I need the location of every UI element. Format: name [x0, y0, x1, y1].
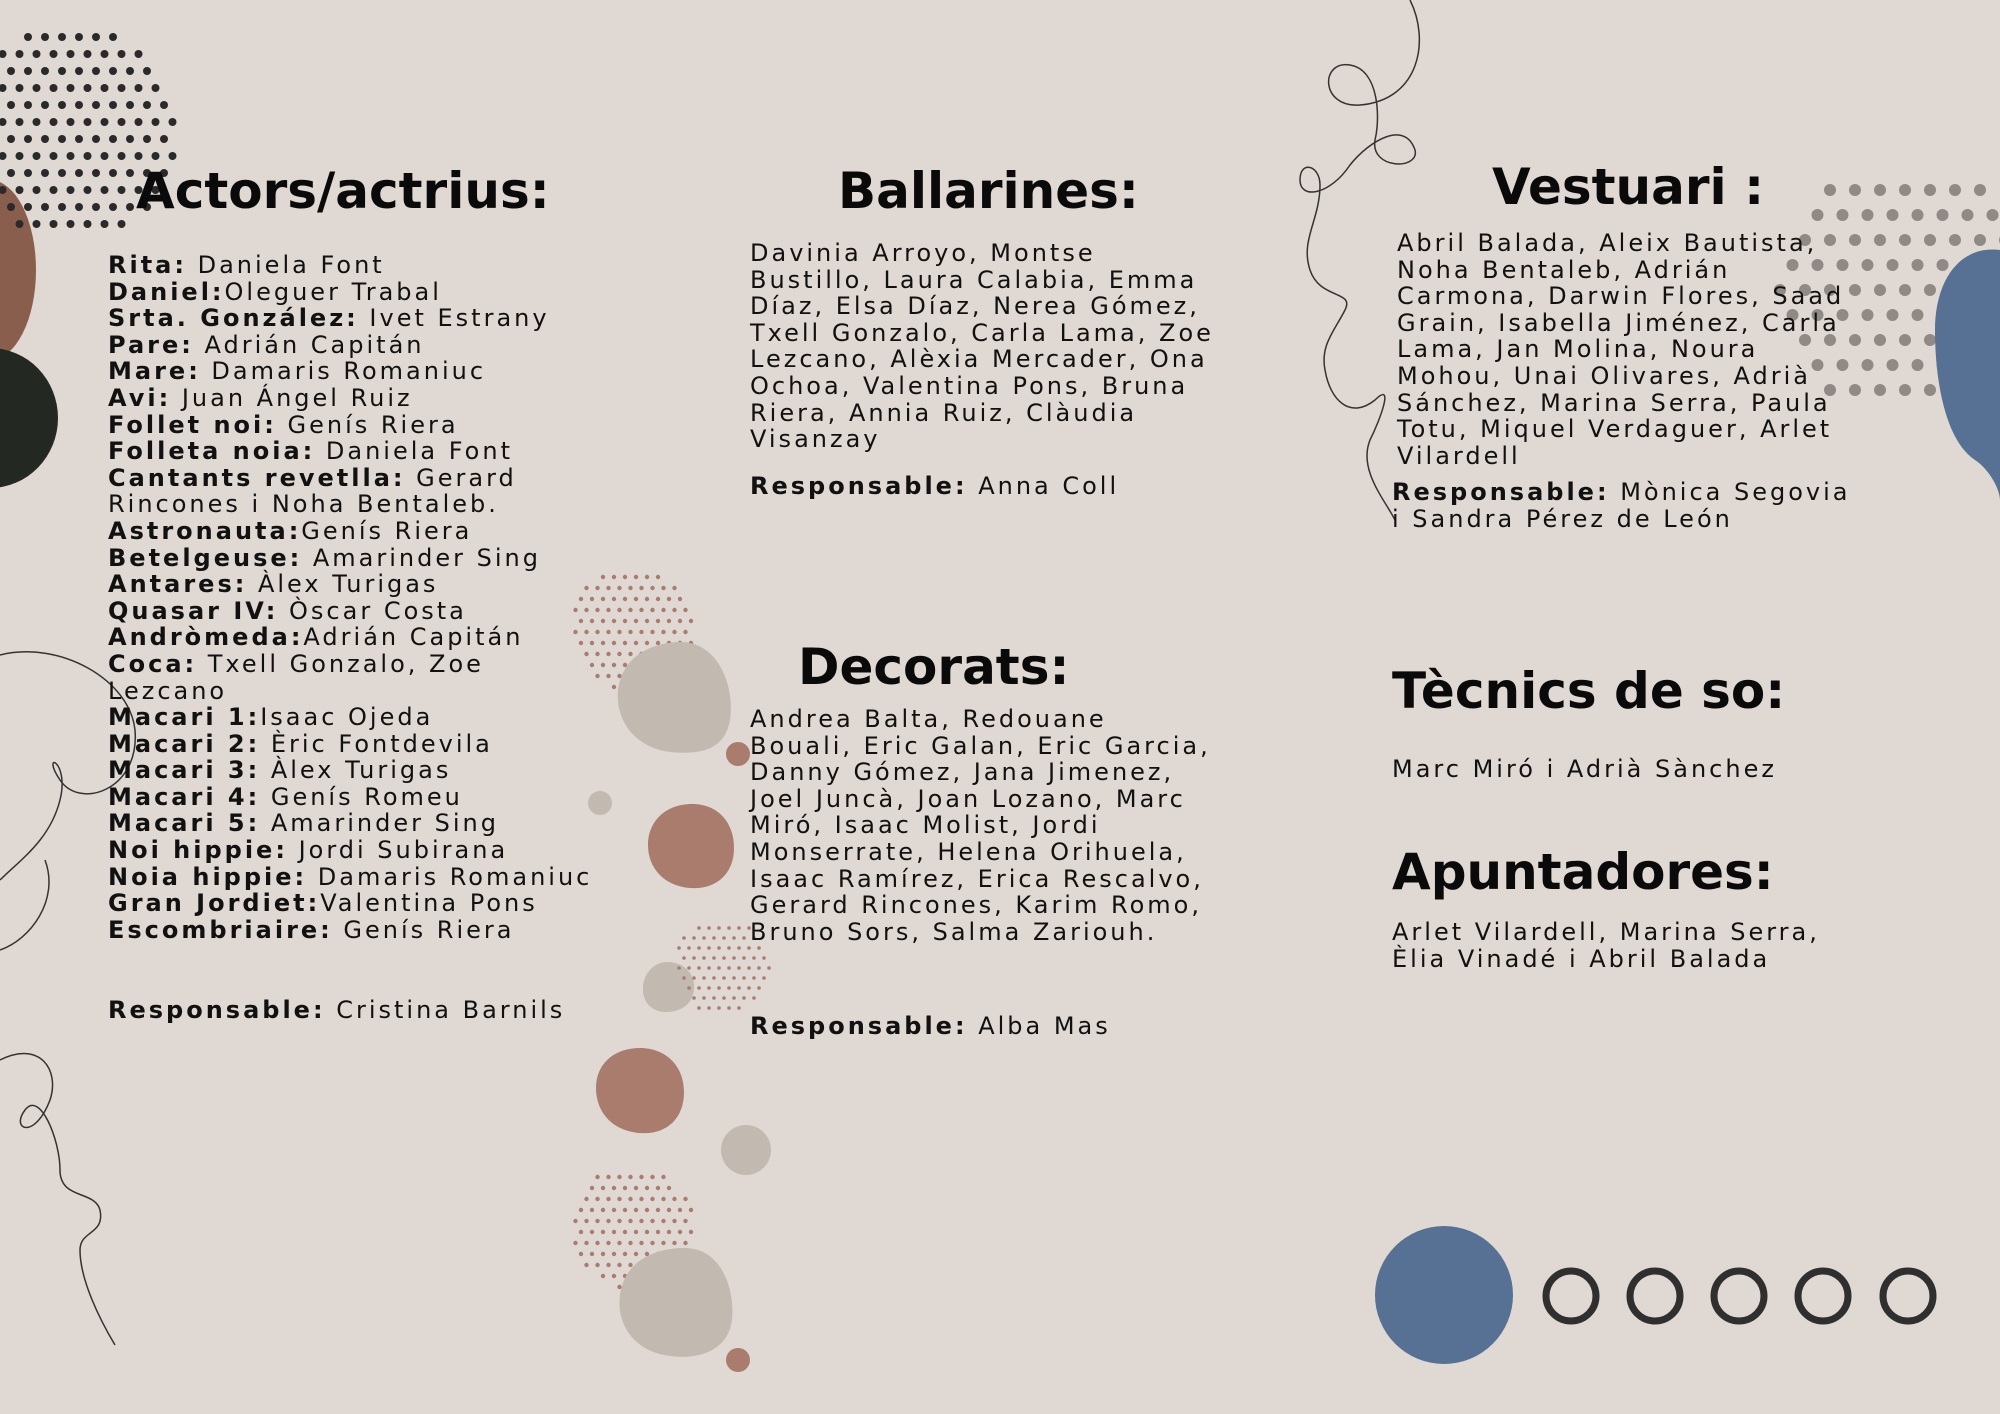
vestuari-responsible: [1392, 479, 1862, 532]
cast-line: [108, 784, 608, 811]
cast-name: Oleguer Trabal: [224, 277, 442, 306]
cast-line: [108, 518, 608, 545]
cast-name: Genís Riera: [301, 516, 473, 545]
cast-name: Àlex Turigas: [260, 756, 452, 785]
cast-name: Adrián Capitán: [303, 623, 524, 652]
cast-role: Daniel:: [108, 277, 225, 306]
cast-name: Amarinder Sing: [260, 809, 499, 838]
cast-role: Macari 3:: [108, 756, 261, 785]
cast-line: [108, 465, 608, 518]
cast-name: Amarinder Sing: [302, 543, 541, 572]
taupe-blob-small: [643, 962, 694, 1012]
cast-role: Macari 2:: [108, 729, 261, 758]
cast-role: Follet noi:: [108, 410, 277, 439]
cast-line: [108, 810, 608, 837]
actors-heading: Actors/actrius:: [136, 162, 550, 220]
cast-name: Txell Gonzalo, Zoe Lezcano: [108, 649, 484, 705]
tecnics-section: [1392, 662, 1862, 783]
responsible-name: Alba Mas: [967, 1012, 1111, 1041]
responsible-name: Mònica Segovia i Sandra Pérez de León: [1392, 478, 1851, 533]
cast-role: Coca:: [108, 649, 198, 678]
dark-green-blob: [0, 348, 58, 488]
cast-role: Macari 5:: [108, 809, 261, 838]
cast-role: Cantants revetlla:: [108, 463, 406, 492]
responsible-name: Anna Coll: [967, 471, 1120, 500]
cast-name: Valentina Pons: [320, 889, 538, 918]
cast-line: [108, 864, 608, 891]
cast-line: [108, 279, 608, 306]
decorats-members: Andrea Balta, Redouane Bouali, Eric Galan, Eric Garcia, Danny Gómez, Jana Jimenez, Joel Juncà, Joan Lozano, Marc Miró, Isaac Molist, Jordi Monserrate, Helena Orihuela, Isaac Ramírez, Erica Rescalvo, Gerard Rincones, Karim Romo, Bruno Sors, Salma Zariouh.: [750, 705, 1211, 946]
cast-name: Jordi Subirana: [287, 836, 509, 865]
cast-name: Genís Riera: [332, 915, 515, 944]
responsible-label: Responsable:: [750, 471, 968, 500]
cast-role: Rita:: [108, 251, 187, 279]
cast-line: [108, 385, 608, 412]
cast-line: [108, 332, 608, 359]
cast-line: [108, 305, 608, 332]
cast-name: Èric Fontdevila: [260, 729, 493, 758]
cast-name: Genís Romeu: [260, 782, 463, 811]
decorats-heading: Decorats:: [798, 638, 1070, 696]
responsible-name: Cristina Barnils: [325, 996, 566, 1025]
cast-role: Antares:: [108, 570, 248, 599]
cast-role: Folleta noia:: [108, 437, 316, 466]
cast-role: Noia hippie:: [108, 862, 308, 891]
tecnics-heading: Tècnics de so:: [1392, 662, 1786, 720]
terracotta-blob-large: [596, 1048, 684, 1133]
cast-name: Damaris Romaniuc: [307, 862, 593, 891]
cast-line: [108, 438, 608, 465]
ballarines-heading: Ballarines:: [838, 162, 1139, 220]
cast-name: Ivet Estrany: [358, 304, 550, 333]
cast-role: Pare:: [108, 330, 194, 359]
cast-role: Gran Jordiet:: [108, 889, 321, 918]
ring-icon: [1883, 1271, 1933, 1321]
apuntadores-heading: Apuntadores:: [1392, 843, 1774, 901]
cast-line: [108, 358, 608, 385]
decorats-responsible: [750, 1013, 1220, 1040]
cast-name: Adrián Capitán: [193, 330, 425, 359]
cast-role: Mare:: [108, 357, 201, 386]
cast-role: Srta. González:: [108, 304, 359, 333]
cast-line: [108, 571, 608, 598]
cast-line: [108, 545, 608, 572]
ballarines-members: Davinia Arroyo, Montse Bustillo, Laura Calabia, Emma Díaz, Elsa Díaz, Nerea Gómez, Txell Gonzalo, Carla Lama, Zoe Lezcano, Alèxia Mercader, Ona Ochoa, Valentina Pons, Bruna Riera, Annia Ruiz, Clàudia Visanzay: [750, 239, 1214, 454]
ring-icon: [1630, 1271, 1680, 1321]
taupe-blob-bottom: [619, 1248, 732, 1357]
cast-list: [108, 252, 608, 943]
cast-line: [108, 731, 608, 758]
cast-line: [108, 651, 608, 704]
cast-line: [108, 704, 608, 731]
ring-icon: [1546, 1271, 1596, 1321]
cast-name: Genís Riera: [276, 410, 459, 439]
responsible-label: Responsable:: [750, 1012, 968, 1041]
ring-row: [1546, 1271, 1933, 1321]
ballarines-responsible: [750, 473, 1220, 500]
cast-name: Daniela Font: [315, 437, 513, 466]
cast-role: Noi hippie:: [108, 836, 288, 865]
cast-line: [108, 757, 608, 784]
cast-line: [108, 890, 608, 917]
small-terracotta-dot: [726, 742, 750, 766]
vestuari-heading: Vestuari :: [1492, 158, 1765, 216]
cast-line: [108, 598, 608, 625]
ring-icon: [1714, 1271, 1764, 1321]
cast-role: Andròmeda:: [108, 623, 304, 652]
cast-line: [108, 624, 608, 651]
slate-blob: [1935, 250, 2000, 500]
cast-role: Betelgeuse:: [108, 543, 303, 572]
responsible-label: Responsable:: [1392, 478, 1610, 507]
cast-name: Isaac Ojeda: [260, 703, 434, 732]
tecnics-members: Marc Miró i Adrià Sànchez: [1392, 755, 1777, 783]
cast-name: Damaris Romaniuc: [200, 357, 487, 386]
cast-line: [108, 837, 608, 864]
vestuari-members: Abril Balada, Aleix Bautista, Noha Bentaleb, Adrián Carmona, Darwin Flores, Saad Grain, Isabella Jiménez, Carla Lama, Jan Molina, Noura Mohou, Unai Olivares, Adrià Sánchez, Marina Serra, Paula Totu, Miquel Verdaguer, Arlet Vilardell: [1397, 229, 1845, 470]
actors-responsible: [108, 997, 608, 1024]
cast-line: [108, 412, 608, 439]
taupe-blob: [618, 642, 731, 753]
terracotta-blob: [648, 804, 734, 888]
responsible-label: Responsable:: [108, 996, 326, 1025]
cast-role: Avi:: [108, 383, 172, 412]
cast-name: Gerard Rincones i Noha Bentaleb.: [108, 463, 517, 519]
apuntadores-members: Arlet Vilardell, Marina Serra, Èlia Vinadé i Abril Balada: [1392, 918, 1820, 973]
cast-line: [108, 252, 608, 279]
cast-line: [108, 917, 608, 944]
vestuari-section: [1392, 158, 1862, 533]
cast-role: Astronauta:: [108, 516, 302, 545]
decorats-section: [750, 638, 1220, 1040]
small-terracotta-dot-bottom: [726, 1348, 750, 1372]
ring-icon: [1798, 1271, 1848, 1321]
ballarines-section: [750, 162, 1220, 499]
cast-role: Escombriaire:: [108, 915, 333, 944]
cast-name: Daniela Font: [186, 251, 385, 279]
cast-name: Àlex Turigas: [247, 570, 439, 599]
cast-role: Macari 1:: [108, 703, 261, 732]
cast-name: Juan Ángel Ruiz: [171, 383, 413, 412]
cast-name: Òscar Costa: [278, 596, 467, 625]
apuntadores-section: [1392, 843, 1862, 972]
cast-role: Quasar IV:: [108, 596, 279, 625]
taupe-dot: [721, 1125, 771, 1175]
actors-section: [108, 162, 608, 1024]
slate-circle: [1375, 1226, 1513, 1364]
cast-role: Macari 4:: [108, 782, 261, 811]
